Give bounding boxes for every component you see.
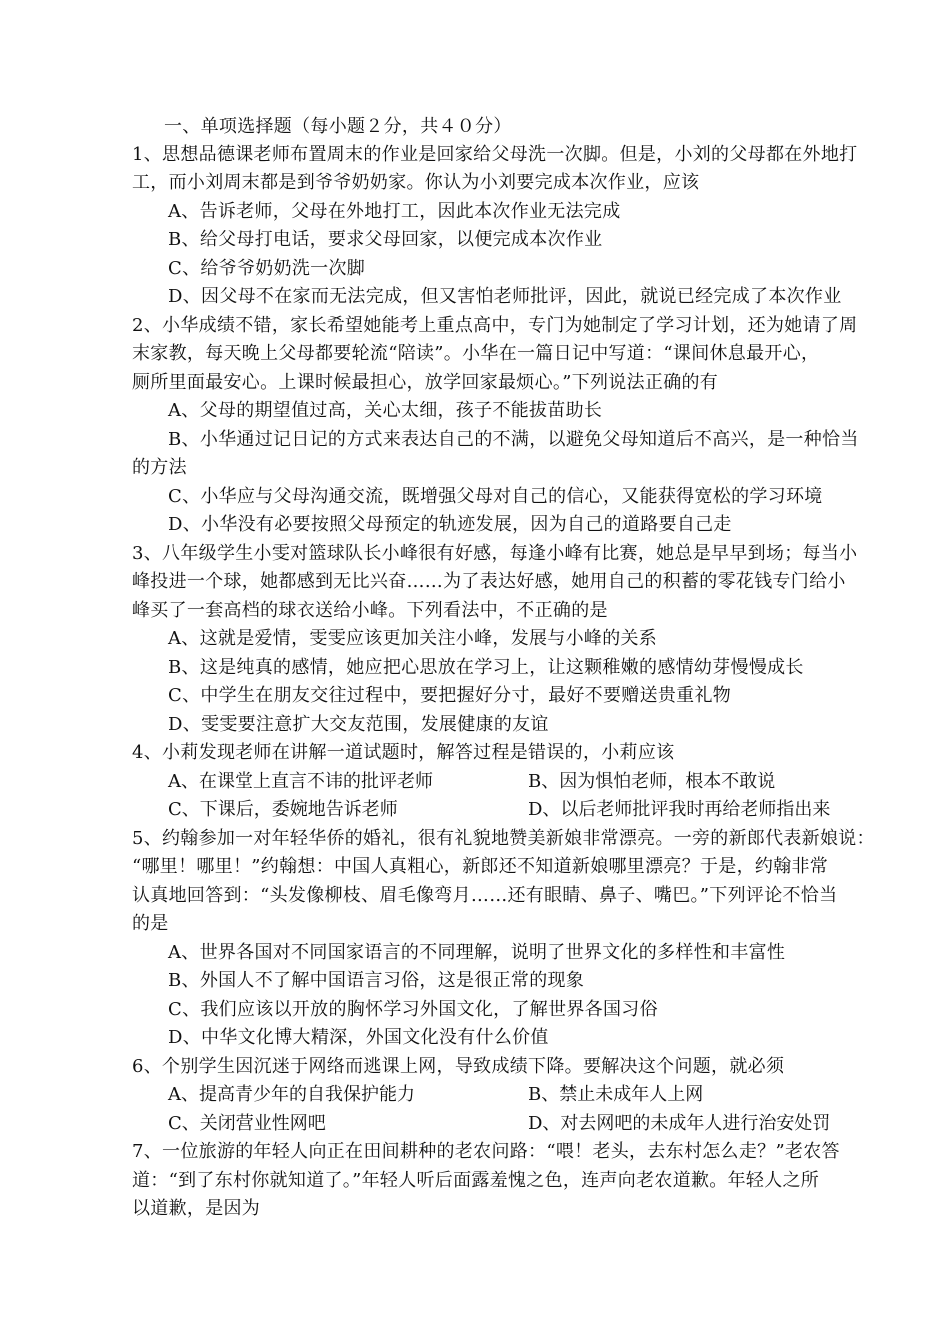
section-heading: 一、单项选择题（每小题２分，共４０分）	[164, 116, 512, 137]
question-6-option-d: D、对去网吧的未成年人进行治安处罚	[528, 1113, 831, 1134]
question-2-stem-line-2: 末家教，每天晚上父母都要轮流“陪读”。小华在一篇日记中写道：“课间休息最开心，	[132, 343, 820, 364]
question-5-option-b: B、外国人不了解中国语言习俗，这是很正常的现象	[168, 970, 585, 991]
question-3-stem-line-3: 峰买了一套高档的球衣送给小峰。下列看法中，不正确的是	[132, 600, 608, 621]
question-4-stem: 4、小莉发现老师在讲解一道试题时，解答过程是错误的，小莉应该	[132, 742, 675, 763]
question-2-option-c: C、小华应与父母沟通交流，既增强父母对自己的信心，又能获得宽松的学习环境	[168, 486, 823, 507]
question-5-option-c: C、我们应该以开放的胸怀学习外国文化，了解世界各国习俗	[168, 999, 658, 1020]
question-3-option-b: B、这是纯真的感情，她应把心思放在学习上，让这颗稚嫩的感情幼芽慢慢成长	[168, 657, 804, 678]
question-1-stem-line-2: 工，而小刘周末都是到爷爷奶奶家。你认为小刘要完成本次作业，应该	[132, 172, 700, 193]
question-5-stem-line-1: 5、约翰参加一对年轻华侨的婚礼，很有礼貌地赞美新娘非常漂亮。一旁的新郎代表新娘说：	[132, 828, 875, 849]
question-6-option-c: C、关闭营业性网吧	[168, 1113, 326, 1134]
question-5-option-a: A、世界各国对不同国家语言的不同理解，说明了世界文化的多样性和丰富性	[168, 942, 786, 963]
question-1-stem-line-1: 1、思想品德课老师布置周末的作业是回家给父母洗一次脚。但是，小刘的父母都在外地打	[132, 144, 858, 165]
question-5-option-d: D、中华文化博大精深，外国文化没有什么价值	[168, 1027, 549, 1048]
question-5-stem-line-3: 认真地回答到：“头发像柳枝、眉毛像弯月……还有眼睛、鼻子、嘴巴。”下列评论不恰当	[132, 885, 838, 906]
question-3-option-d: D、雯雯要注意扩大交友范围，发展健康的友谊	[168, 714, 549, 735]
question-3-stem-line-2: 峰投进一个球，她都感到无比兴奋……为了表达好感，她用自己的积蓄的零花钱专门给小	[132, 571, 846, 592]
question-6-option-b: B、禁止未成年人上网	[528, 1084, 704, 1105]
question-5-stem-line-4: 的是	[132, 913, 169, 934]
question-2-stem-line-1: 2、小华成绩不错，家长希望她能考上重点高中，专门为她制定了学习计划，还为她请了周	[132, 315, 858, 336]
question-1-option-b: B、给父母打电话，要求父母回家，以便完成本次作业	[168, 229, 603, 250]
question-4-option-d: D、以后老师批评我时再给老师指出来	[528, 799, 831, 820]
question-4-option-b: B、因为惧怕老师，根本不敢说	[528, 771, 776, 792]
question-5-stem-line-2: “哪里！哪里！”约翰想：中国人真粗心，新郎还不知道新娘哪里漂亮？于是，约翰非常	[132, 856, 829, 877]
question-2-option-d: D、小华没有必要按照父母预定的轨迹发展，因为自己的道路要自己走	[168, 514, 732, 535]
question-1-option-c: C、给爷爷奶奶洗一次脚	[168, 258, 366, 279]
question-7-stem-line-1: 7、一位旅游的年轻人向正在田间耕种的老农问路：“喂！老头，去东村怎么走？”老农答	[132, 1141, 840, 1162]
question-2-stem-line-3: 厕所里面最安心。上课时候最担心，放学回家最烦心。”下列说法正确的有	[132, 372, 719, 393]
question-4-option-c: C、下课后，委婉地告诉老师	[168, 799, 398, 820]
question-1-option-d: D、因父母不在家而无法完成，但又害怕老师批评，因此，就说已经完成了本次作业	[168, 286, 842, 307]
question-3-option-a: A、这就是爱情，雯雯应该更加关注小峰，发展与小峰的关系	[168, 628, 658, 649]
question-7-stem-line-3: 以道歉，是因为	[132, 1198, 261, 1219]
question-2-option-b: B、小华通过记日记的方式来表达自己的不满，以避免父母知道后不高兴，是一种恰当	[168, 429, 859, 450]
question-2-option-a: A、父母的期望值过高，关心太细，孩子不能拔苗助长	[168, 400, 603, 421]
question-6-option-a: A、提高青少年的自我保护能力	[168, 1084, 415, 1105]
question-6-stem: 6、个别学生因沉迷于网络而逃课上网，导致成绩下降。要解决这个问题，就必须	[132, 1056, 785, 1077]
question-3-option-c: C、中学生在朋友交往过程中，要把握好分寸，最好不要赠送贵重礼物	[168, 685, 732, 706]
question-1-option-a: A、告诉老师，父母在外地打工，因此本次作业无法完成	[168, 201, 621, 222]
question-4-option-a: A、在课堂上直言不讳的批评老师	[168, 771, 433, 792]
question-7-stem-line-2: 道：“到了东村你就知道了。”年轻人听后面露羞愧之色，连声向老农道歉。年轻人之所	[132, 1170, 820, 1191]
question-2-option-b-continued: 的方法	[132, 457, 187, 478]
question-3-stem-line-1: 3、八年级学生小雯对篮球队长小峰很有好感，每逢小峰有比赛，她总是早早到场；每当小	[132, 543, 858, 564]
